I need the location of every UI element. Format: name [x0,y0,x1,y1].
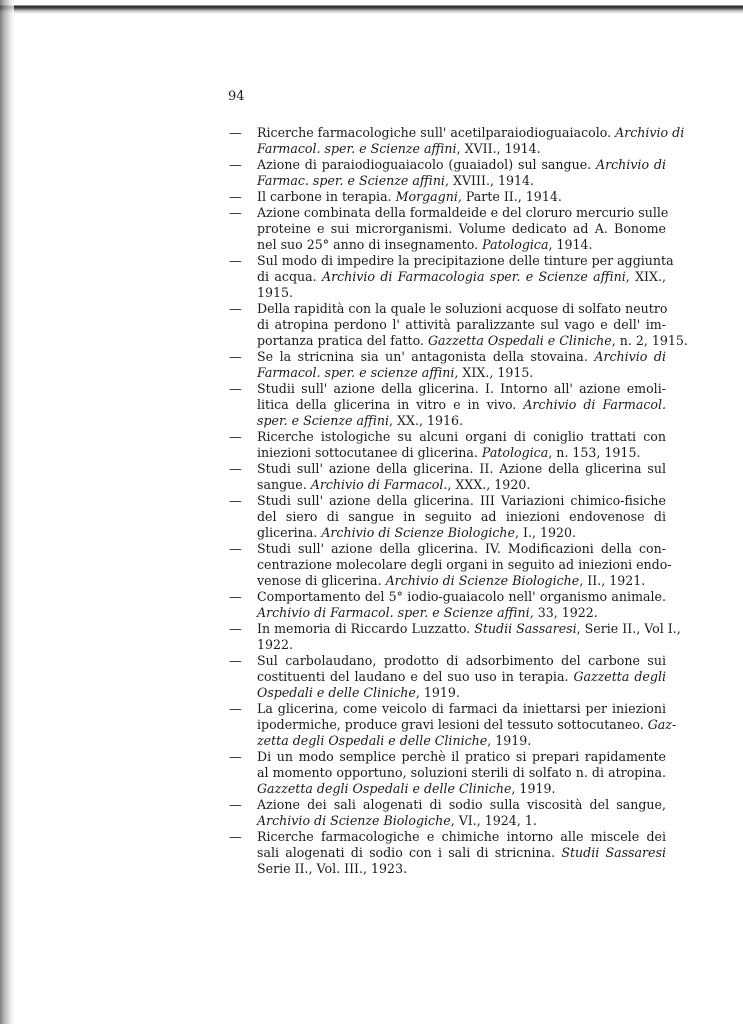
entry-line [229,653,666,669]
entry-text: , XIX., 1915. [454,365,534,380]
entry-line [229,589,666,605]
entry-line [229,285,666,301]
entry-line [229,205,669,221]
entry-text: Serie II., Vol. III., 1923. [257,861,408,876]
entry-line [229,765,666,781]
entry-text: 1922. [257,637,294,652]
entry-text: , II., 1921. [579,573,646,588]
entry-text: Azione combinata della formaldeide e del cloruro mercurio sulle [257,205,669,220]
bibliography-entry [229,621,681,653]
entry-text: , n. 153, 1915. [548,445,641,460]
entry-text: , 1919. [511,781,556,796]
citation-source: Archivio di [615,125,685,140]
citation-source: Gazzetta Ospedali e Cliniche [427,333,612,348]
bibliography-list [229,125,688,877]
entry-line [229,477,666,493]
entry-line [229,845,666,861]
entry-text: portanza pratica del fatto. [257,333,428,348]
entry-dash: — [229,829,242,844]
citation-source: Gazzetta degli [573,669,666,684]
entry-dash: — [229,349,242,364]
entry-dash: — [229,205,242,220]
entry-line [229,621,681,637]
entry-line [229,733,666,749]
bibliography-entry [229,829,666,877]
entry-text: venose di glicerina. [257,573,386,588]
citation-source: Patologica [481,445,549,460]
entry-text: Della rapidità con la quale le soluzioni acquose di solfato neutro [257,301,668,316]
entry-dash: — [229,429,242,444]
entry-line [229,253,674,269]
page-number: 94 [228,89,245,104]
entry-line [229,381,666,397]
entry-dash: — [229,301,242,316]
entry-dash: — [229,589,242,604]
entry-line [229,749,666,765]
entry-line [229,717,677,733]
entry-line [229,141,666,157]
bibliography-entry [229,125,685,157]
scan-border-top [0,0,743,14]
citation-source: Archivio di Scienze Biologiche [257,813,451,828]
entry-text: costituenti del laudano e del suo uso in terapia. [257,669,574,684]
entry-line [229,461,666,477]
entry-line [229,701,666,717]
entry-dash: — [229,125,242,140]
entry-line [229,365,666,381]
citation-source: Gazzetta degli Ospedali e delle Cliniche [257,781,512,796]
entry-line [229,573,666,589]
entry-line [229,861,666,877]
entry-text: sali alogenati di sodio con i sali di stricnina. [257,845,562,860]
citation-source: Archivio di Farmacologia sper. e Scienze affini [321,269,626,284]
entry-line [229,237,666,253]
entry-line [229,797,666,813]
entry-dash: — [229,381,242,396]
bibliography-entry [229,797,666,829]
citation-source: Farmacol. sper. e scienze affini [257,365,455,380]
bibliography-entry [229,701,677,749]
citation-source: Archivio di Scienze Biologiche [321,525,515,540]
entry-line [229,429,666,445]
entry-dash: — [229,461,242,476]
entry-text: , n. 2, 1915. [611,333,688,348]
entry-line [229,269,666,285]
entry-text: , 1914. [548,237,593,252]
entry-text: In memoria di Riccardo Luzzatto. [257,621,475,636]
entry-text: di atropina perdono l' attività paralizzante sul vago e dell' im- [257,317,666,332]
bibliography-entry [229,429,666,461]
entry-text: Ricerche istologiche su alcuni organi di coniglio trattati con [257,429,666,444]
entry-text: Studi sull' azione della glicerina. II. Azione della glicerina sul [257,461,666,476]
bibliography-entry [229,157,666,189]
entry-text: , XVIII., 1914. [444,173,535,188]
entry-dash: — [229,653,242,668]
bibliography-entry [229,461,666,493]
entry-text: Sul carbolaudano, prodotto di adsorbimento del carbone sui [257,653,666,668]
entry-dash: — [229,189,242,204]
entry-text: Il carbone in terapia. [257,189,396,204]
entry-text: Ricerche farmacologiche sull' acetilparaiodioguaiacolo. [257,125,616,140]
bibliography-entry [229,205,669,253]
entry-text: Studii sull' azione della glicerina. I. Intorno all' azione emoli- [257,381,666,396]
entry-line [229,509,666,525]
entry-text: , Serie II., Vol I., [576,621,681,636]
entry-line [229,189,666,205]
entry-line [229,317,666,333]
bibliography-entry [229,253,674,301]
citation-source: Archivio di [594,349,667,364]
entry-dash: — [229,797,242,812]
citation-source: Archivio di Farmacol. [310,477,448,492]
bibliography-entry [229,541,672,589]
entry-text: Parte II., 1914. [461,189,562,204]
entry-dash: — [229,749,242,764]
citation-source: sper. e Scienze affini [257,413,390,428]
entry-line [229,525,666,541]
entry-line [229,445,666,461]
entry-line [229,157,666,173]
entry-text: proteine e sui microrganismi. Volume dedicato ad A. Bonome [257,221,666,236]
entry-line [229,813,666,829]
bibliography-entry [229,749,666,797]
entry-text: centrazione molecolare degli organi in seguito ad iniezioni endo- [257,557,672,572]
citation-source: Archivio di [596,157,666,172]
bibliography-entry [229,589,666,621]
bibliography-entry [229,349,666,381]
entry-dash: — [229,493,242,508]
entry-text: , I., 1920. [515,525,577,540]
citation-source: Farmacol. sper. e Scienze affini [257,141,457,156]
entry-line [229,781,666,797]
entry-line [229,669,666,685]
entry-text: Di un modo semplice perchè il pratico si prepari rapidamente [257,749,666,764]
entry-text: glicerina. [257,525,322,540]
entry-line [229,221,666,237]
entry-text: 1915. [257,285,294,300]
citation-source: Studii Sassaresi [561,845,666,860]
entry-text: Azione di paraiodioguaiacolo (guaiadol) sul sangue. [257,157,597,172]
citation-source: Morgagni, [395,189,462,204]
entry-text: , XVII., 1914. [456,141,541,156]
entry-line [229,829,666,845]
entry-text: di acqua. [257,269,322,284]
entry-text: La glicerina, come veicolo di farmaci da iniettarsi per iniezioni [257,701,666,716]
entry-text: Azione dei sali alogenati di sodio sulla viscosità del sangue, [257,797,666,812]
entry-dash: — [229,621,242,636]
citation-source: Ospedali e delle Cliniche [257,685,416,700]
citation-source: Patologica [482,237,549,252]
entry-text: , 1919. [415,685,460,700]
entry-text: Ricerche farmacologiche e chimiche intorno alle miscele dei [257,829,666,844]
entry-text: , XXX., 1920. [447,477,531,492]
entry-text: ipodermiche, produce gravi lesioni del tessuto sottocutaneo. [257,717,648,732]
entry-text: , XX., 1916. [389,413,464,428]
entry-text: Comportamento del 5° iodio-guaiacolo nell' organismo animale. [257,589,666,604]
entry-line [229,557,672,573]
entry-text: litica della glicerina in vitro e in vivo. [257,397,524,412]
citation-source: Archivio di Farmacol. sper. e Scienze affini [257,605,530,620]
entry-line [229,637,666,653]
citation-source: Archivio di Scienze Biologiche [385,573,580,588]
entry-line [229,605,666,621]
bibliography-entry [229,189,666,205]
entry-text: , 1919. [487,733,532,748]
bibliography-entry [229,381,666,429]
entry-line [229,333,688,349]
entry-dash: — [229,701,242,716]
entry-line [229,301,666,317]
citation-source: Farmac. sper. e Scienze affini [257,173,445,188]
entry-text: Sul modo di impedire la precipitazione delle tinture per aggiunta [257,253,674,268]
entry-line [229,173,666,189]
entry-dash: — [229,541,242,556]
citation-source: Archivio di Farmacol. [523,397,666,412]
bibliography-entry [229,301,688,349]
entry-text: al momento opportuno, soluzioni sterili di solfato n. di atropina. [257,765,666,780]
entry-text: del siero di sangue in seguito ad iniezioni endovenose di [257,509,666,524]
bibliography-entry [229,493,666,541]
entry-line [229,493,666,509]
entry-text: , VI., 1924, 1. [450,813,537,828]
entry-text: , XIX., [625,269,667,284]
entry-line [229,685,666,701]
entry-text: , 33, 1922. [529,605,598,620]
entry-text: Se la stricnina sia un' antagonista della stovaina. [257,349,595,364]
scan-border-left [0,0,14,1024]
entry-text: nel suo 25° anno di insegnamento. [257,237,483,252]
entry-dash: — [229,253,242,268]
entry-line [229,413,666,429]
entry-text: Studi sull' azione della glicerina. IV. Modificazioni della con- [257,541,666,556]
entry-text: Studi sull' azione della glicerina. III Variazioni chimico-fisiche [257,493,666,508]
citation-source: zetta degli Ospedali e delle Cliniche [257,733,488,748]
entry-text: sangue. [257,477,311,492]
entry-line [229,397,666,413]
entry-text: iniezioni sottocutanee di glicerina. [257,445,482,460]
entry-line [229,125,685,141]
entry-line [229,349,666,365]
bibliography-entry [229,653,666,701]
citation-source: Gaz- [647,717,677,732]
citation-source: Studii Sassaresi [474,621,577,636]
entry-line [229,541,666,557]
entry-dash: — [229,157,242,172]
